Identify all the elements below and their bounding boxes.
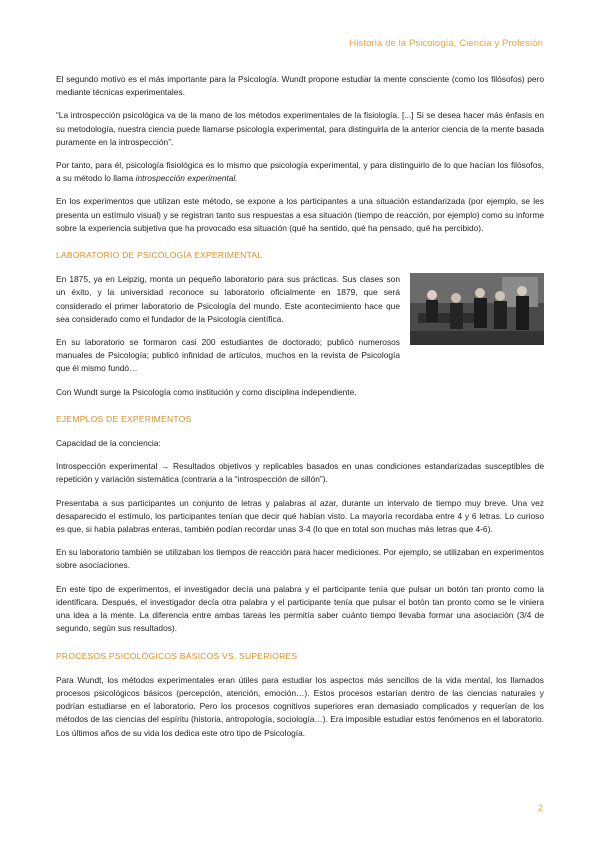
emphasis-text: introspección experimental. (135, 173, 238, 184)
paragraph: Introspección experimental → Resultados objetivos y replicables basados en unas condiciones estandarizadas susceptibles de repetición y variación sistemática (contraria a la “introspección de sillón”). (56, 461, 544, 485)
section-heading-laboratory: LABORATORIO DE PSICOLOGÍA EXPERIMENTAL (56, 250, 263, 261)
section-heading-processes: PROCESOS PSICOLÓGICOS BÁSICOS VS. SUPERIORES (56, 650, 298, 661)
paragraph: En su laboratorio también se utilizaban los tiempos de reacción para hacer mediciones. Por ejemplo, se utilizaban en experimentos sobre asociaciones. (56, 547, 544, 571)
page-header: Historia de la Psicología, Ciencia y Profesión (349, 38, 543, 49)
paragraph: Capacidad de la conciencia: (56, 438, 161, 449)
paragraph: El segundo motivo es el más importante para la Psicología. Wundt propone estudiar la mente consciente (como los filósofos) pero mediante técnicas experimentales. (56, 74, 544, 98)
paragraph: En 1875, ya en Leipzig, monta un pequeño laboratorio para sus prácticas. Sus clases son un éxito, y la universidad reconoce su laboratorio oficialmente en 1879, que será considerado el primer laboratorio de Psicología del mundo. Este acontecimiento hace que sea considerado como el fundador de la Psicología científica. (56, 274, 400, 324)
historical-photo (410, 273, 544, 345)
paragraph: En este tipo de experimentos, el investigador decía una palabra y el participante tenía que pulsar un botón tan pronto como la identificara. Después, el investigador decía otra palabra y el participante tenía que pulsar el botón tan pronto como se le viniera una idea a la mente. La diferencia entre ambas tareas les permitía saber cuánto tiempo llevaba formar una asociación (3/4 de segundo, según sus resultados). (56, 583, 544, 634)
page-number: 2 (537, 803, 543, 813)
paragraph: En su laboratorio se formaron casi 200 estudiantes de doctorado; publicó numerosos manuales de Psicología; publicó infinidad de artículos, muchos en la revista de Psicología que él mismo fundó… (56, 337, 400, 374)
photo-illustration (410, 273, 544, 345)
paragraph: Presentaba a sus participantes un conjunto de letras y palabras al azar, durante un intervalo de tiempo muy breve. Una vez desaparecido el estímulo, los participantes tenían que decir qué habían visto. La mayoría recordaba entre 4 y 6 letras. Lo curioso es que, si había palabras enteras, también podían recordar unas 3-4 (lo que en total son muchas más letras que 4-6). (56, 497, 544, 535)
paragraph: Con Wundt surge la Psicología como institución y como disciplina independiente. (56, 386, 357, 397)
document-body (56, 73, 544, 750)
paragraph: Para Wundt, los métodos experimentales eran útiles para estudiar los aspectos más sencillos de la vida mental, los llamados procesos psicológicos básicos (percepción, atención, emoción…). Estos procesos estarían dentro de las ciencias naturales y podrían estudiarse en el laboratorio. Pero los procesos cognitivos superiores eran demasiado complicados y requerían de los métodos de las ciencias del espíritu (historia, antropología, sociología…). Era imposible estudiar estos fenómenos en el laboratorio. Los últimos años de su vida los dedica este otro tipo de Psicología. (56, 674, 544, 738)
paragraph: En los experimentos que utilizan este método, se expone a los participantes a una situación estandarizada (por ejemplo, se les presenta un estímulo visual) y se registran tanto sus respuestas a esa situación (tiempo de reacción, por ejemplo) como su informe sobre la experiencia subjetiva que ha provocado esa situación (qué ha sentido, qué ha pensado, qué ha percibido). (56, 196, 544, 233)
quote-paragraph: “La introspección psicológica va de la mano de los métodos experimentales de la fisiología. [...] Si se desea hacer más énfasis en su metodología, nuestra ciencia puede llamarse psicología experimental, para distinguirla de la anterior ciencia de la mente basada puramente en la introspección”. (56, 110, 544, 147)
paragraph (56, 159, 544, 185)
section-heading-examples: EJEMPLOS DE EXPERIMENTOS (56, 413, 192, 424)
paragraph-text: Por tanto, para él, psicología fisiológica es lo mismo que psicología experimental, y para distinguirlo de lo que hacían los filósofos, a su método lo llama (56, 160, 544, 184)
